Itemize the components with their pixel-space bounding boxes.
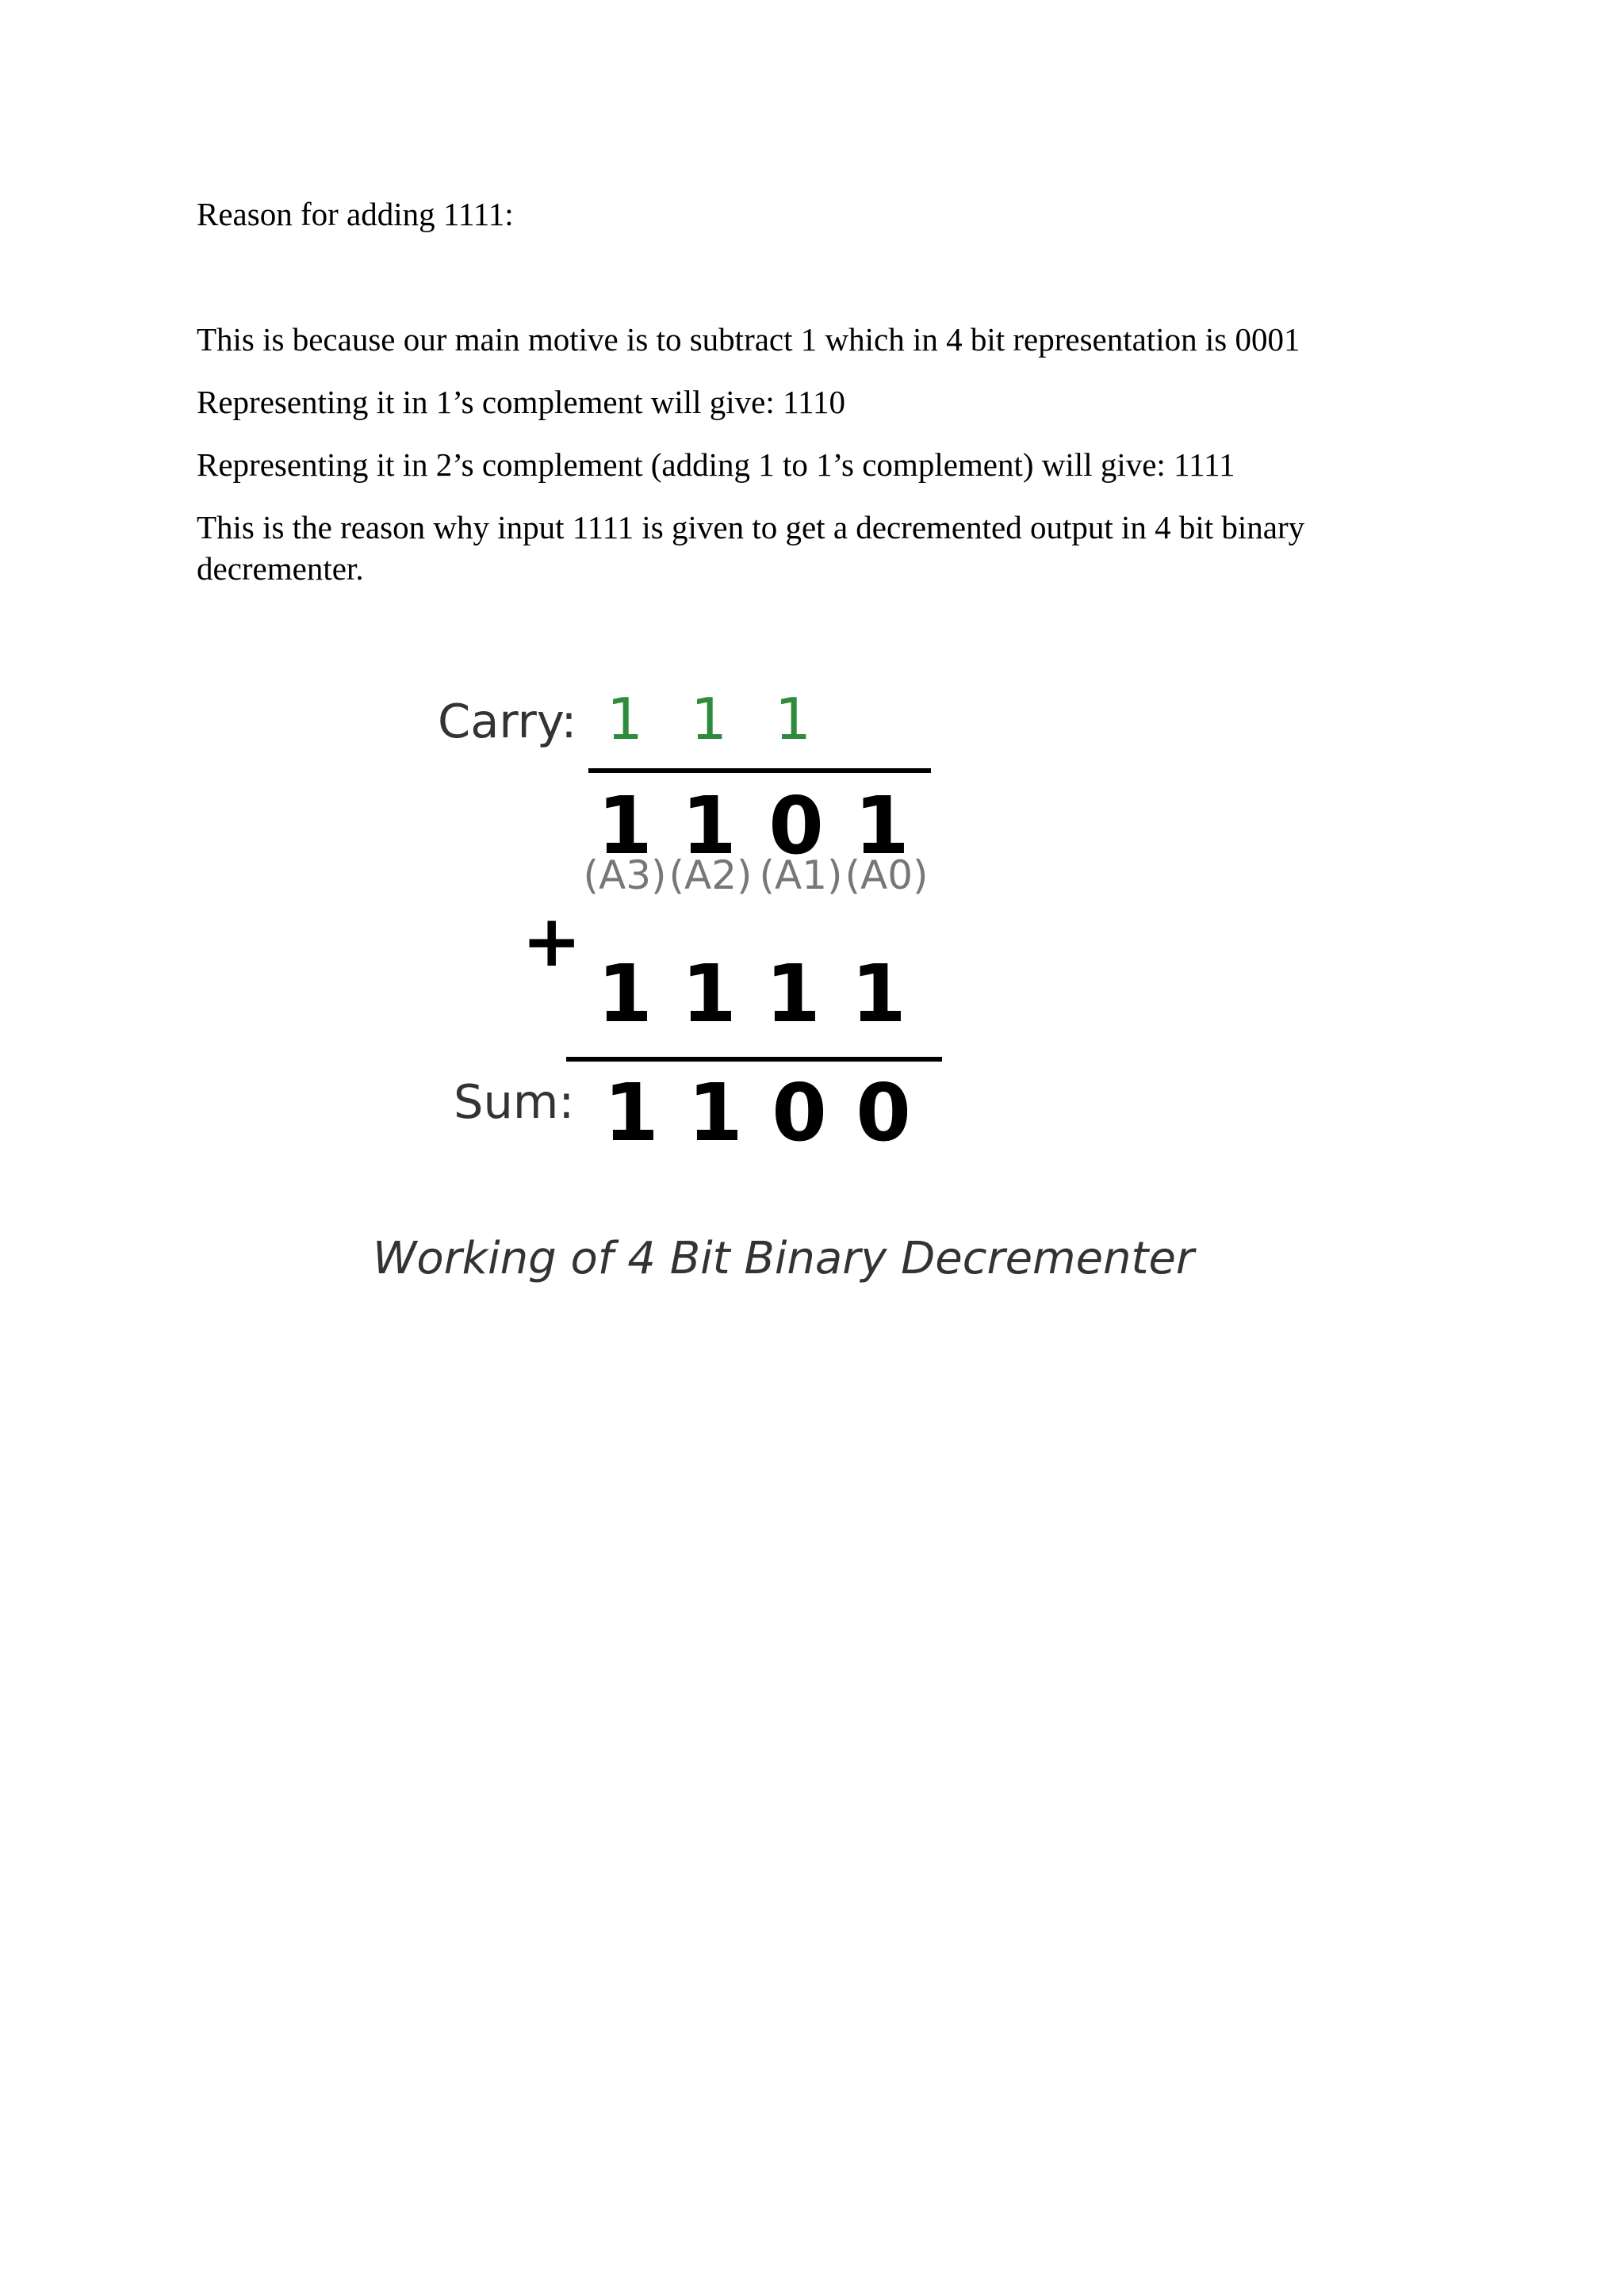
carry-rule xyxy=(588,768,931,773)
input-digit: 1 xyxy=(597,779,653,872)
sum-digit: 1 xyxy=(688,1066,743,1159)
addend-digit: 1 xyxy=(765,947,821,1040)
paragraph-ones-complement: Representing it in 1’s complement will give: 1110 xyxy=(197,384,845,420)
sum-label: Sum: xyxy=(454,1074,575,1129)
paragraph-reason: This is the reason why input 1111 is given to get a decremented output in 4 bit binary decrementer. xyxy=(197,509,1305,587)
plus-sign: + xyxy=(522,900,582,983)
addend-digit: 1 xyxy=(597,947,653,1040)
decrementer-figure xyxy=(349,662,1194,1312)
bit-label-a2: (A2) xyxy=(668,852,753,898)
paragraph-twos-complement: Representing it in 2’s complement (adding 1 to 1’s complement) will give: 1111 xyxy=(197,446,1235,483)
bit-label-a3: (A3) xyxy=(583,852,667,898)
bit-label-a1: (A1) xyxy=(759,852,843,898)
paragraph-motive: This is because our main motive is to subtract 1 which in 4 bit representation is 0001 xyxy=(197,321,1300,358)
input-digit: 1 xyxy=(681,779,737,872)
carry-digit: 1 xyxy=(607,686,643,752)
addend-digit: 1 xyxy=(681,947,737,1040)
carry-digit: 1 xyxy=(691,686,727,752)
input-digit: 0 xyxy=(768,779,824,872)
carry-label: Carry: xyxy=(438,694,577,748)
sum-digit: 0 xyxy=(772,1066,827,1159)
sum-digit: 0 xyxy=(856,1066,911,1159)
addend-digit: 1 xyxy=(851,947,906,1040)
carry-digit: 1 xyxy=(775,686,811,752)
sum-rule xyxy=(566,1057,942,1062)
input-digit: 1 xyxy=(854,779,910,872)
sum-digit: 1 xyxy=(603,1066,659,1159)
figure-caption: Working of 4 Bit Binary Decrementer xyxy=(373,1233,1194,1284)
bit-label-a0: (A0) xyxy=(845,852,929,898)
heading: Reason for adding 1111: xyxy=(197,196,514,232)
